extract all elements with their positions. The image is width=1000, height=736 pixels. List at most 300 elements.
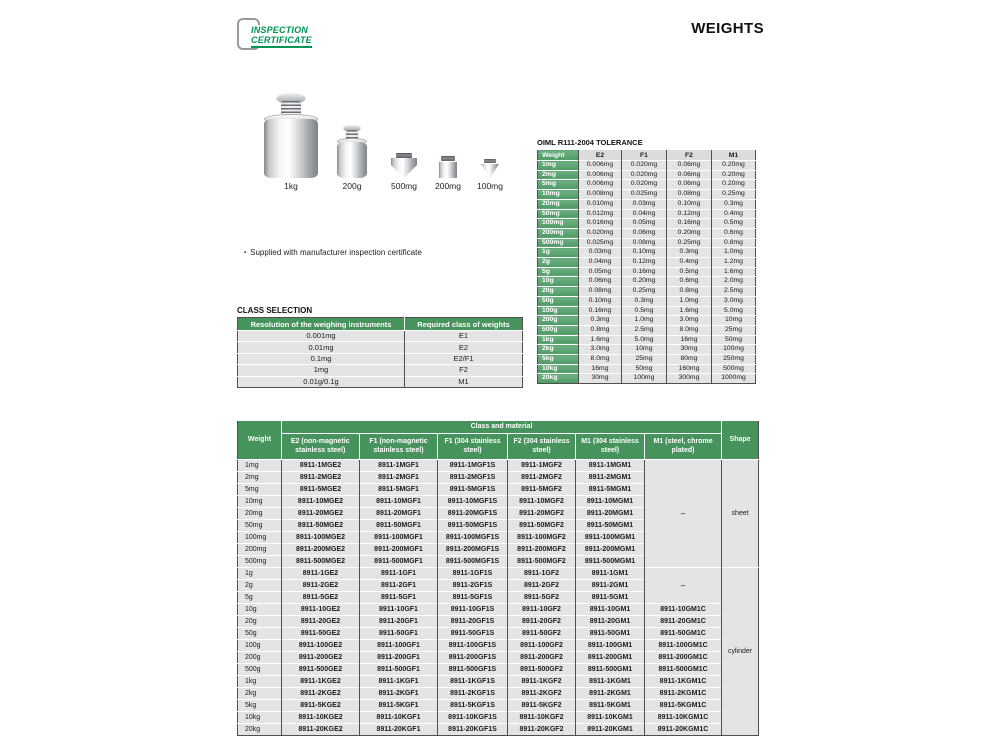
logo-line2: CERTIFICATE: [251, 35, 312, 45]
tolerance-cell: 0.16mg: [622, 267, 667, 277]
part-number-cell: 8911-500GM1C: [645, 664, 722, 676]
part-number-cell: 8911-1GF2: [508, 568, 576, 580]
part-number-cell: 8911-2MGF1: [360, 472, 438, 484]
dash-cell: –: [645, 460, 722, 568]
part-number-cell: 8911-5GF2: [508, 592, 576, 604]
weight-cell: 500mg: [238, 556, 282, 568]
tolerance-cell: 1.2mg: [712, 258, 756, 268]
tolerance-cell: 250mg: [712, 355, 756, 365]
part-number-cell: 8911-100MGF1S: [438, 532, 508, 544]
part-number-cell: 8911-500GF2: [508, 664, 576, 676]
part-number-cell: 8911-100MGF2: [508, 532, 576, 544]
tolerance-cell: 0.04mg: [622, 209, 667, 219]
part-number-cell: 8911-500MGF1S: [438, 556, 508, 568]
part-number-cell: 8911-20KGM1: [576, 724, 645, 736]
tolerance-cell: 1.0mg: [712, 248, 756, 258]
weight-cell: 2mg: [238, 472, 282, 484]
part-number-cell: 8911-5GE2: [282, 592, 360, 604]
part-number-cell: 8911-5KGF1: [360, 700, 438, 712]
part-number-cell: 8911-10KGE2: [282, 712, 360, 724]
inspection-certificate-logo: [237, 18, 347, 54]
pentagon-sheet: [391, 158, 417, 178]
tolerance-cell: 0.08mg: [579, 287, 622, 297]
tolerance-cell: 0.8mg: [579, 325, 622, 335]
tolerance-cell: 0.3mg: [622, 296, 667, 306]
part-number-cell: 8911-50MGE2: [282, 520, 360, 532]
class-selection-table: [237, 317, 523, 388]
part-number-cell: 8911-1MGF1: [360, 460, 438, 472]
sheet-lip: [396, 153, 412, 158]
part-number-cell: 8911-500GF1: [360, 664, 438, 676]
part-number-cell: 8911-500GM1: [576, 664, 645, 676]
tolerance-cell: 0.10mg: [667, 199, 712, 209]
tolerance-cell: 16mg: [667, 335, 712, 345]
part-number-cell: 8911-50GF2: [508, 628, 576, 640]
part-number-cell: 8911-20MGF2: [508, 508, 576, 520]
tolerance-cell: 0.20mg: [622, 277, 667, 287]
part-number-cell: 8911-1GM1: [576, 568, 645, 580]
catalog-table: [237, 420, 759, 736]
table-row: [538, 355, 756, 365]
part-number-cell: 8911-200GM1C: [645, 652, 722, 664]
weight-photo-200g: [337, 124, 367, 194]
part-number-cell: 8911-1GF1: [360, 568, 438, 580]
table-row: [538, 219, 756, 229]
tolerance-cell: 0.020mg: [622, 180, 667, 190]
tolerance-cell: 0.05mg: [622, 219, 667, 229]
tolerance-cell: 500mg: [712, 364, 756, 374]
part-number-cell: 8911-1KGM1C: [645, 676, 722, 688]
part-number-cell: 8911-5MGE2: [282, 484, 360, 496]
table-cell: E2/F1: [405, 353, 523, 364]
part-number-cell: 8911-5KGF2: [508, 700, 576, 712]
part-number-cell: 8911-1MGF2: [508, 460, 576, 472]
bullet-icon: ▪: [244, 250, 247, 256]
tolerance-cell: 100mg: [712, 345, 756, 355]
part-number-cell: 8911-2KGF2: [508, 688, 576, 700]
table-row: [538, 170, 756, 180]
table-header-row: [238, 318, 523, 331]
part-number-cell: 8911-1GE2: [282, 568, 360, 580]
table-row: [538, 267, 756, 277]
tolerance-cell: 0.06mg: [667, 170, 712, 180]
weight-cell: 1g: [238, 568, 282, 580]
part-number-cell: 8911-1GF1S: [438, 568, 508, 580]
table-row: [538, 238, 756, 248]
part-number-cell: 8911-20KGF1S: [438, 724, 508, 736]
tolerance-cell: 1.6mg: [712, 267, 756, 277]
column-header: M1: [712, 150, 756, 161]
part-number-cell: 8911-50MGF1: [360, 520, 438, 532]
part-number-cell: 8911-100GM1C: [645, 640, 722, 652]
table-cell: 0.01mg: [238, 342, 405, 353]
table-row: [538, 228, 756, 238]
part-number-cell: 8911-100MGM1: [576, 532, 645, 544]
weight-cell: 2kg: [238, 688, 282, 700]
tolerance-cell: 0.012mg: [579, 209, 622, 219]
cylinder-body: [264, 119, 318, 178]
weight-cell: 200g: [238, 652, 282, 664]
table-row: [238, 652, 759, 664]
column-header: E2 (non-magnetic stainless steel): [282, 434, 360, 460]
part-number-cell: 8911-20KGF1: [360, 724, 438, 736]
group-header: Class and material: [282, 421, 722, 434]
tolerance-cell: 10mg: [712, 316, 756, 326]
tolerance-cell: 2.5mg: [622, 325, 667, 335]
table-row: [238, 628, 759, 640]
part-number-cell: 8911-1KGE2: [282, 676, 360, 688]
column-header: E2: [579, 150, 622, 161]
part-number-cell: 8911-200GF1: [360, 652, 438, 664]
tolerance-cell: 0.006mg: [579, 170, 622, 180]
weight-label-cell: 50mg: [538, 209, 579, 219]
part-number-cell: 8911-5KGF1S: [438, 700, 508, 712]
weight-cell: 1kg: [238, 676, 282, 688]
table-cell: 1mg: [238, 365, 405, 376]
tolerance-cell: 0.20mg: [712, 180, 756, 190]
logo-text: [249, 25, 314, 48]
tolerance-cell: 0.3mg: [667, 248, 712, 258]
part-number-cell: 8911-200GF2: [508, 652, 576, 664]
part-number-cell: 8911-100MGF1: [360, 532, 438, 544]
tolerance-cell: 0.4mg: [667, 258, 712, 268]
weight-label-cell: 500g: [538, 325, 579, 335]
table-row: [538, 325, 756, 335]
tolerance-cell: 2.5mg: [712, 287, 756, 297]
part-number-cell: 8911-2MGF1S: [438, 472, 508, 484]
table-cell: F2: [405, 365, 523, 376]
table-row: [538, 306, 756, 316]
part-number-cell: 8911-20KGF2: [508, 724, 576, 736]
tolerance-cell: 0.16mg: [579, 306, 622, 316]
shape-column-header: Shape: [722, 421, 759, 460]
tolerance-cell: 0.8mg: [667, 287, 712, 297]
part-number-cell: 8911-10KGF1S: [438, 712, 508, 724]
part-number-cell: 8911-50GM1C: [645, 628, 722, 640]
weight-label-cell: 10g: [538, 277, 579, 287]
part-number-cell: 8911-20MGM1: [576, 508, 645, 520]
weight-label-cell: 1g: [538, 248, 579, 258]
table-row: [238, 712, 759, 724]
table-cell: 0.01g/0.1g: [238, 376, 405, 387]
part-number-cell: 8911-2KGF1S: [438, 688, 508, 700]
table-row: [238, 365, 523, 376]
part-number-cell: 8911-200MGM1: [576, 544, 645, 556]
tolerance-cell: 0.020mg: [579, 228, 622, 238]
part-number-cell: 8911-10KGM1C: [645, 712, 722, 724]
logo-underline: [251, 46, 312, 48]
part-number-cell: 8911-100GE2: [282, 640, 360, 652]
table-header-row: [238, 421, 759, 434]
part-number-cell: 8911-10KGM1: [576, 712, 645, 724]
part-number-cell: 8911-20KGM1C: [645, 724, 722, 736]
weight-cell: 20g: [238, 616, 282, 628]
weight-photo-label: 200g: [342, 181, 362, 191]
weight-label-cell: 20mg: [538, 199, 579, 209]
table-row: [238, 688, 759, 700]
part-number-cell: 8911-1MGF1S: [438, 460, 508, 472]
tolerance-cell: 3.0mg: [579, 345, 622, 355]
weight-column-header: Weight: [238, 421, 282, 460]
weight-label-cell: 20kg: [538, 374, 579, 384]
part-number-cell: 8911-20MGF1S: [438, 508, 508, 520]
part-number-cell: 8911-200MGF1S: [438, 544, 508, 556]
part-number-cell: 8911-200MGF1: [360, 544, 438, 556]
tolerance-cell: 0.8mg: [712, 238, 756, 248]
tolerance-cell: 0.025mg: [579, 238, 622, 248]
part-number-cell: 8911-500GF1S: [438, 664, 508, 676]
part-number-cell: 8911-20GM1: [576, 616, 645, 628]
part-number-cell: 8911-500MGF1: [360, 556, 438, 568]
tolerance-cell: 0.006mg: [579, 161, 622, 171]
tolerance-cell: 0.008mg: [579, 190, 622, 200]
part-number-cell: 8911-1KGF1: [360, 676, 438, 688]
weight-label-cell: 2mg: [538, 170, 579, 180]
table-header-row: [538, 150, 756, 161]
logo-line1: INSPECTION: [251, 25, 309, 35]
tolerance-cell: 30mg: [667, 345, 712, 355]
weight-label-cell: 5kg: [538, 355, 579, 365]
part-number-cell: 8911-500MGE2: [282, 556, 360, 568]
weight-label-cell: 100mg: [538, 219, 579, 229]
part-number-cell: 8911-1KGF1S: [438, 676, 508, 688]
part-number-cell: 8911-5KGE2: [282, 700, 360, 712]
tolerance-cell: 100mg: [622, 374, 667, 384]
tolerance-cell: 0.06mg: [579, 277, 622, 287]
part-number-cell: 8911-200GE2: [282, 652, 360, 664]
part-number-cell: 8911-200GM1: [576, 652, 645, 664]
part-number-cell: 8911-20KGE2: [282, 724, 360, 736]
part-number-cell: 8911-100GF1: [360, 640, 438, 652]
weight-cell: 5mg: [238, 484, 282, 496]
tolerance-cell: 0.05mg: [579, 267, 622, 277]
part-number-cell: 8911-500MGF2: [508, 556, 576, 568]
tolerance-cell: 0.25mg: [622, 287, 667, 297]
table-row: [538, 364, 756, 374]
weight-label-cell: 10mg: [538, 190, 579, 200]
part-number-cell: 8911-10GM1C: [645, 604, 722, 616]
weight-label-cell: 200g: [538, 316, 579, 326]
tolerance-cell: 0.20mg: [712, 161, 756, 171]
weight-cell: 10mg: [238, 496, 282, 508]
weight-photo-label: 200mg: [435, 181, 461, 191]
table-row: [538, 345, 756, 355]
column-header: Required class of weights: [405, 318, 523, 331]
table-row: [538, 296, 756, 306]
weight-cell: 20kg: [238, 724, 282, 736]
tolerance-cell: 0.6mg: [712, 228, 756, 238]
part-number-cell: 8911-20MGE2: [282, 508, 360, 520]
part-number-cell: 8911-20GF1S: [438, 616, 508, 628]
tolerance-cell: 80mg: [667, 355, 712, 365]
part-number-cell: 8911-10GF1: [360, 604, 438, 616]
part-number-cell: 8911-200GF1S: [438, 652, 508, 664]
tolerance-cell: 0.3mg: [579, 316, 622, 326]
tolerance-cell: 0.06mg: [667, 161, 712, 171]
column-header: M1 (steel, chrome plated): [645, 434, 722, 460]
table-row: [538, 287, 756, 297]
weight-label-cell: 5mg: [538, 180, 579, 190]
weight-label-cell: 200mg: [538, 228, 579, 238]
tolerance-cell: 160mg: [667, 364, 712, 374]
weight-label-cell: 20g: [538, 287, 579, 297]
part-number-cell: 8911-5MGM1: [576, 484, 645, 496]
part-number-cell: 8911-200MGE2: [282, 544, 360, 556]
table-cell: E2: [405, 342, 523, 353]
part-number-cell: 8911-20MGF1: [360, 508, 438, 520]
table-header-row: [238, 434, 759, 460]
part-number-cell: 8911-5MGF1S: [438, 484, 508, 496]
part-number-cell: 8911-50GM1: [576, 628, 645, 640]
tolerance-cell: 0.3mg: [712, 199, 756, 209]
weight-label-cell: 10kg: [538, 364, 579, 374]
table-row: [538, 209, 756, 219]
part-number-cell: 8911-2MGM1: [576, 472, 645, 484]
part-number-cell: 8911-2GF1: [360, 580, 438, 592]
part-number-cell: 8911-50MGF2: [508, 520, 576, 532]
sheet-lip: [441, 156, 455, 161]
table-row: [538, 248, 756, 258]
part-number-cell: 8911-10KGF1: [360, 712, 438, 724]
table-cell: M1: [405, 376, 523, 387]
weight-cell: 1mg: [238, 460, 282, 472]
table-row: [538, 180, 756, 190]
tolerance-cell: 0.08mg: [667, 190, 712, 200]
weight-label-cell: 100g: [538, 306, 579, 316]
certificate-note-text: Supplied with manufacturer inspection certificate: [250, 248, 422, 257]
tolerance-cell: 0.06mg: [622, 228, 667, 238]
part-number-cell: 8911-2GF1S: [438, 580, 508, 592]
tolerance-cell: 0.025mg: [622, 190, 667, 200]
part-number-cell: 8911-10MGF1S: [438, 496, 508, 508]
table-row: [238, 331, 523, 342]
part-number-cell: 8911-20GM1C: [645, 616, 722, 628]
table-row: [538, 316, 756, 326]
weight-cell: 20mg: [238, 508, 282, 520]
tolerance-cell: 0.12mg: [622, 258, 667, 268]
tolerance-cell: 10mg: [622, 345, 667, 355]
column-header: F1 (non-magnetic stainless steel): [360, 434, 438, 460]
part-number-cell: 8911-1MGM1: [576, 460, 645, 472]
tolerance-cell: 8.0mg: [579, 355, 622, 365]
weight-cell: 200mg: [238, 544, 282, 556]
tolerance-cell: 0.06mg: [667, 180, 712, 190]
table-row: [238, 616, 759, 628]
weight-cell: 10g: [238, 604, 282, 616]
weight-cell: 50mg: [238, 520, 282, 532]
tolerance-cell: 3.0mg: [712, 296, 756, 306]
table-cell: 0.1mg: [238, 353, 405, 364]
weight-cell: 5kg: [238, 700, 282, 712]
part-number-cell: 8911-100GF1S: [438, 640, 508, 652]
weight-cell: 5g: [238, 592, 282, 604]
part-number-cell: 8911-50GE2: [282, 628, 360, 640]
tolerance-cell: 50mg: [712, 335, 756, 345]
part-number-cell: 8911-5GF1S: [438, 592, 508, 604]
weight-photo-1kg: [264, 92, 318, 192]
tolerance-cell: 1.6mg: [667, 306, 712, 316]
tolerance-cell: 0.5mg: [667, 267, 712, 277]
part-number-cell: 8911-100MGE2: [282, 532, 360, 544]
weight-cell: 10kg: [238, 712, 282, 724]
column-header: F2: [667, 150, 712, 161]
column-header: Resolution of the weighing instruments: [238, 318, 405, 331]
part-number-cell: 8911-500MGM1: [576, 556, 645, 568]
part-number-cell: 8911-10GF1S: [438, 604, 508, 616]
tolerance-cell: 0.08mg: [622, 238, 667, 248]
part-number-cell: 8911-500GE2: [282, 664, 360, 676]
weight-cell: 50g: [238, 628, 282, 640]
cylinder-body: [337, 142, 367, 178]
weight-cell: 2g: [238, 580, 282, 592]
tolerance-cell: 0.5mg: [622, 306, 667, 316]
shape-cell: cylinder: [722, 568, 759, 736]
tolerance-cell: 0.020mg: [622, 170, 667, 180]
tolerance-cell: 0.006mg: [579, 180, 622, 190]
tolerance-cell: 0.25mg: [712, 190, 756, 200]
column-header: F1: [622, 150, 667, 161]
part-number-cell: 8911-20GF2: [508, 616, 576, 628]
page-title: WEIGHTS: [691, 20, 764, 37]
table-row: [238, 460, 759, 472]
tolerance-table: [537, 149, 756, 384]
part-number-cell: 8911-2KGF1: [360, 688, 438, 700]
table-row: [238, 724, 759, 736]
table-row: [238, 604, 759, 616]
part-number-cell: 8911-2KGM1: [576, 688, 645, 700]
part-number-cell: 8911-20GE2: [282, 616, 360, 628]
table-row: [538, 374, 756, 384]
part-number-cell: 8911-10GM1: [576, 604, 645, 616]
part-number-cell: 8911-200MGF2: [508, 544, 576, 556]
tolerance-title: OIML R111-2004 TOLERANCE: [537, 138, 643, 147]
weight-cell: 100g: [238, 640, 282, 652]
table-row: [538, 335, 756, 345]
tolerance-cell: 0.016mg: [579, 219, 622, 229]
tolerance-cell: 0.10mg: [622, 248, 667, 258]
part-number-cell: 8911-100GF2: [508, 640, 576, 652]
table-row: [238, 568, 759, 580]
weight-photo-100mg: [477, 159, 503, 199]
tolerance-cell: 3.0mg: [667, 316, 712, 326]
table-row: [538, 161, 756, 171]
tolerance-cell: 5.0mg: [622, 335, 667, 345]
tolerance-cell: 5.0mg: [712, 306, 756, 316]
tolerance-cell: 0.5mg: [712, 219, 756, 229]
table-cell: E1: [405, 331, 523, 342]
tolerance-cell: 0.03mg: [579, 248, 622, 258]
certificate-note: [244, 248, 422, 257]
tolerance-cell: 50mg: [622, 364, 667, 374]
tolerance-cell: 25mg: [622, 355, 667, 365]
part-number-cell: 8911-5MGF2: [508, 484, 576, 496]
part-number-cell: 8911-50GF1S: [438, 628, 508, 640]
weight-cell: 500g: [238, 664, 282, 676]
column-header: F2 (304 stainless steel): [508, 434, 576, 460]
weight-label-cell: 500mg: [538, 238, 579, 248]
part-number-cell: 8911-2MGF2: [508, 472, 576, 484]
part-number-cell: 8911-50GF1: [360, 628, 438, 640]
tolerance-cell: 1000mg: [712, 374, 756, 384]
part-number-cell: 8911-2GE2: [282, 580, 360, 592]
weight-photo-200mg: [435, 156, 461, 198]
weight-label-cell: 50g: [538, 296, 579, 306]
part-number-cell: 8911-10KGF2: [508, 712, 576, 724]
table-cell: 0.001mg: [238, 331, 405, 342]
part-number-cell: 8911-10GF2: [508, 604, 576, 616]
column-header: F1 (304 stainless steel): [438, 434, 508, 460]
tolerance-cell: 0.20mg: [712, 170, 756, 180]
